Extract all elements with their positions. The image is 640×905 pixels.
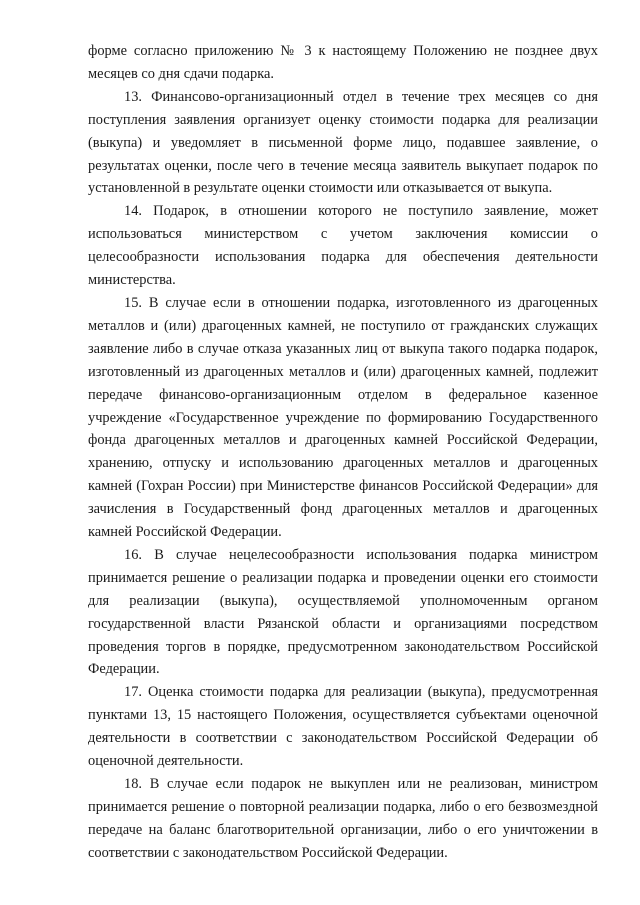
- paragraph-14: 14. Подарок, в отношении которого не поступило заявление, может использоваться министерством с учетом заключения комиссии о целесообразности использования подарка для обеспечения деятельности министерства.: [88, 203, 598, 289]
- paragraph-12-continuation: форме согласно приложению № 3 к настоящему Положению не позднее двух месяцев со дня сдачи подарка.: [88, 43, 598, 82]
- paragraph-16: 16. В случае нецелесообразности использования подарка министром принимается решение о реализации подарка и проведении оценки его стоимости для реализации (выкупа), осуществляемой уполномоченным органом государственной власти Рязанской области и организациями посредством проведения торгов в порядке, предусмотренном законодательством Российской Федерации.: [88, 546, 598, 678]
- paragraph-17: 17. Оценка стоимости подарка для реализации (выкупа), предусмотренная пунктами 13, 15 настоящего Положения, осуществляется субъектами оценочной деятельности в соответствии с законодательством Российской Федерации об оценочной деятельности.: [88, 684, 598, 770]
- paragraph-18: 18. В случае если подарок не выкуплен или не реализован, министром принимается решение о повторной реализации подарка, либо о его безвозмездной передаче на баланс благотворительной организации, либо о его уничтожении в соответствии с законодательством Российской Федерации.: [88, 776, 598, 861]
- paragraph-15: 15. В случае если в отношении подарка, изготовленного из драгоценных металлов и (или) драгоценных камней, не поступило от гражданских служащих заявление либо в случае отказа указанных лиц от выкупа такого подарка подарок, изготовленный из драгоценных металлов и (или) драгоценных камней, подлежит передаче финансово-организационным отделом в федеральное казенное учреждение «Государственное учреждение по формированию Государственного фонда драгоценных металлов и драгоценных камней Российской Федерации, хранению, отпуску и использованию драгоценных металлов и драгоценных камней (Гохран России) при Министерстве финансов Российской Федерации» для зачисления в Государственный фонд драгоценных металлов и драгоценных камней Российской Федерации.: [88, 294, 598, 541]
- paragraph-13: 13. Финансово-организационный отдел в течение трех месяцев со дня поступления заявления организует оценку стоимости подарка для реализации (выкупа) и уведомляет в письменной форме лицо, подавшее заявление, о результатах оценки, после чего в течение месяца заявитель выкупает подарок по установленной в результате оценки стоимости или отказывается от выкупа.: [88, 88, 598, 197]
- document-body: [88, 40, 598, 865]
